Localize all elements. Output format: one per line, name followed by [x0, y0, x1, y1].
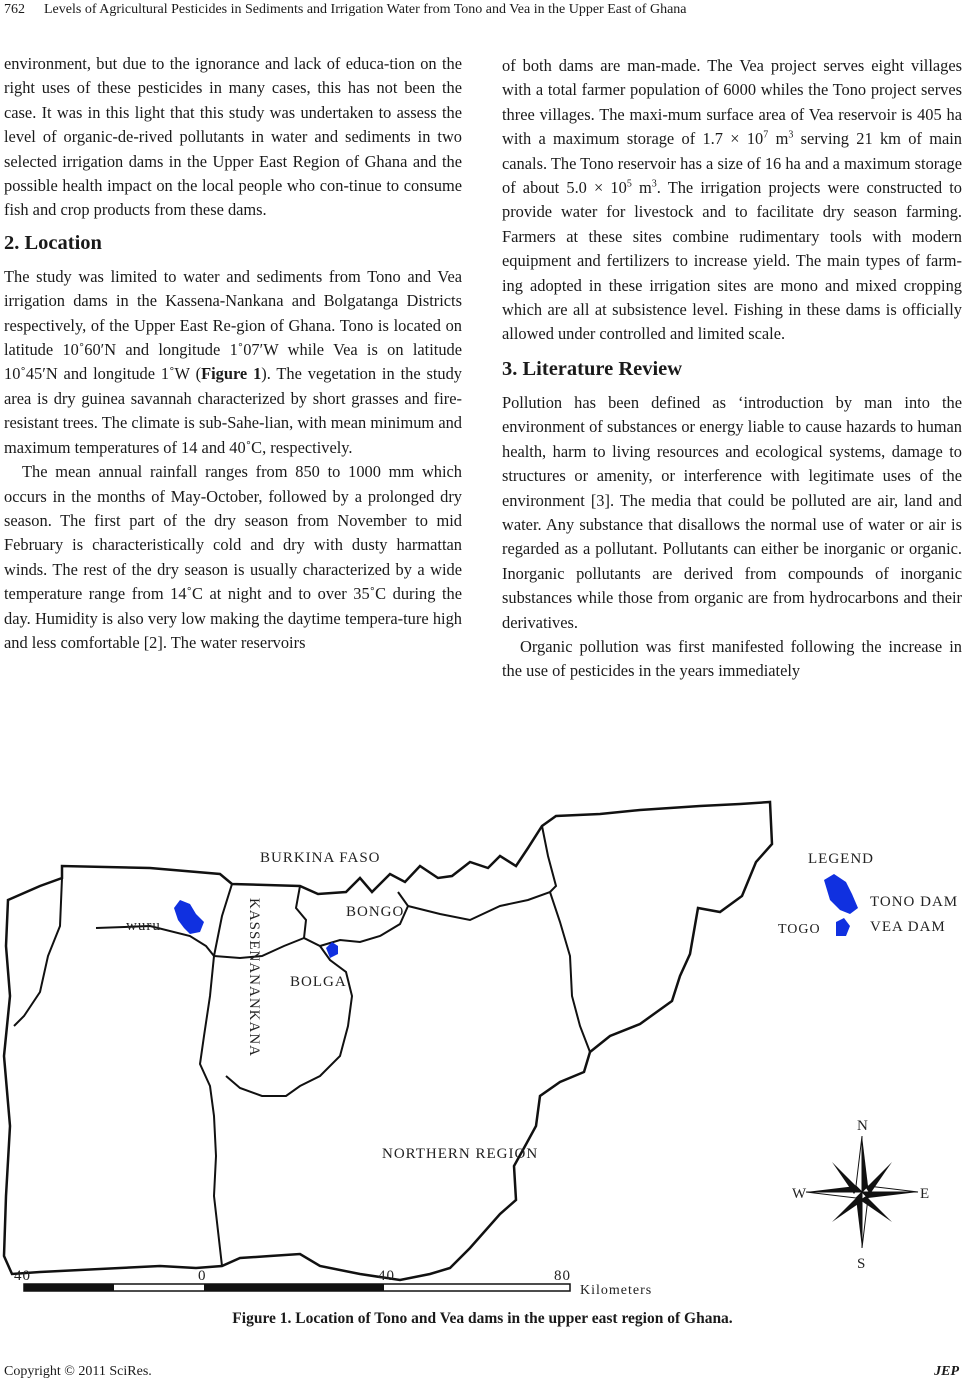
reservoir-paragraph: of both dams are man-made. The Vea project serves eight villages with a total farmer population of 6000 whiles the Tono project serves three villages. The maxi-mum surface area of Vea reservoir is 405 ha with a maximum storage of $1.7 \times 10^7$ $m^3$ serving 21 km of main canals. The Tono reservoir has a size of 16 ha and a maximum storage of about $5.0 \times 10^5$ $m^3$. The irrigation projects were constructed to provide water for livestock and to facilitate dry season farming. Farmers at these sites combine rudimentary tools with modern equipment and fertilizers to increase yield. The main types of farm-ing adopted in these irrigation sites are mono and mixed cropping which are all at subsistence level. Fishing in these dams is officially allowed under controlled and limited scale.	[502, 56, 962, 344]
location-paragraph-1: The study was limited to water and sediments from Tono and Vea irrigation dams in the Kassena-Nankana and Bolgatanga Districts respectively, of the Upper East Re-gion of Ghana. Tono is located on latitude 10˚60′N and longitude 1˚07′W while Vea is on latitude 10˚45′N and longitude 1˚W (Figure 1). The vegetation in the study area is dry guinea savannah characterized by short grasses and fire-resistant trees. The climate is sub-Sahe-lian, with mean minimum and maximum temperatures of 14 and 40˚C, respectively.	[4, 266, 462, 457]
page-header	[0, 0, 965, 24]
label-kassena-nankana: KASSENANANKANA	[246, 898, 262, 1058]
legend-vea-label: VEA DAM	[870, 919, 946, 935]
scale-label-80: 80	[554, 1268, 571, 1284]
legend-tono-label: TONO DAM	[870, 894, 959, 910]
scale-bar	[24, 1284, 570, 1291]
scale-label-40w: 40	[14, 1268, 31, 1284]
figure-caption: Figure 1. Location of Tono and Vea dams in the upper east region of Ghana.	[232, 1310, 733, 1327]
journal-abbrev: JEP	[934, 1364, 959, 1379]
label-bolga: BOLGA	[290, 974, 347, 990]
scale-unit-label: Kilometers	[580, 1283, 653, 1298]
right-column	[502, 54, 962, 684]
scale-label-40: 40	[378, 1268, 395, 1284]
section-heading-literature-review: 3. Literature Review	[502, 357, 683, 380]
literature-paragraph-1: Pollution has been defined as ‘introduction by man into the environment of substances or energy liable to cause hazards to human health, harm to living resources and ecological systems, damage to structures or amenity, or interference with legitimate uses of the environment [3]. The media that could be polluted are air, land and water. Any substance that disallows the normal use of water or air is regarded as a pollutant. Pollutants can either be inorganic or organic. Inorganic pollutants are derived from compounds of inorganic substances while those from organic are from hydrocarbons and their derivatives.	[502, 392, 962, 632]
label-wuru: wuru	[126, 918, 161, 934]
label-northern-region: NORTHERN REGION	[382, 1146, 539, 1162]
copyright: Copyright © 2011 SciRes.	[4, 1364, 152, 1379]
legend-vea-icon	[836, 918, 850, 936]
label-togo: TOGO	[778, 922, 821, 937]
compass-w: W	[792, 1186, 808, 1202]
compass-rose-icon	[806, 1136, 918, 1248]
legend-tono-icon	[824, 874, 858, 914]
section-heading-location: 2. Location	[4, 231, 102, 254]
figure-1-map	[0, 796, 965, 1301]
compass-n: N	[857, 1118, 869, 1134]
compass-s: S	[857, 1256, 867, 1272]
literature-paragraph-2: Organic pollution was first manifested following the increase in the use of pesticides in the years immediately	[502, 636, 962, 681]
legend-title: LEGEND	[808, 851, 874, 867]
page-number: 762	[4, 2, 25, 17]
compass-e: E	[920, 1186, 931, 1202]
location-paragraph-2: The mean annual rainfall ranges from 850 to 1000 mm which occurs in the months of May-October, followed by a prolonged dry season. The first part of the dry season from November to mid February is characteristically cold and dry with dusty harmattan winds. The rest of the dry season is usually characterized by a wide temperature range from 14˚C at night and to over 35˚C during the day. Humidity is also very low making the daytime tempera-ture high and less comfortable [2]. The water reservoirs	[4, 462, 462, 652]
running-title: Levels of Agricultural Pesticides in Sediments and Irrigation Water from Tono and Vea in the Upper East of Ghana	[44, 2, 687, 17]
label-burkina-faso: BURKINA FASO	[260, 850, 381, 866]
left-column	[4, 52, 462, 655]
label-bongo: BONGO	[346, 904, 405, 920]
region-outline	[4, 802, 772, 1280]
intro-paragraph-end: environment, but due to the ignorance and lack of educa-tion on the right uses of these pesticides in many cases, this has not been the case. It was in this light that this study was undertaken to assess the level of organic-de-rived pollutants in water and sediments in two selected irrigation dams in the Upper East Region of Ghana and the possible health impact on the local people who con-tinue to consume fish and crop products from these dams.	[4, 54, 462, 220]
scale-label-0: 0	[198, 1268, 207, 1284]
figure-ref[interactable]: Figure 1	[201, 364, 262, 384]
